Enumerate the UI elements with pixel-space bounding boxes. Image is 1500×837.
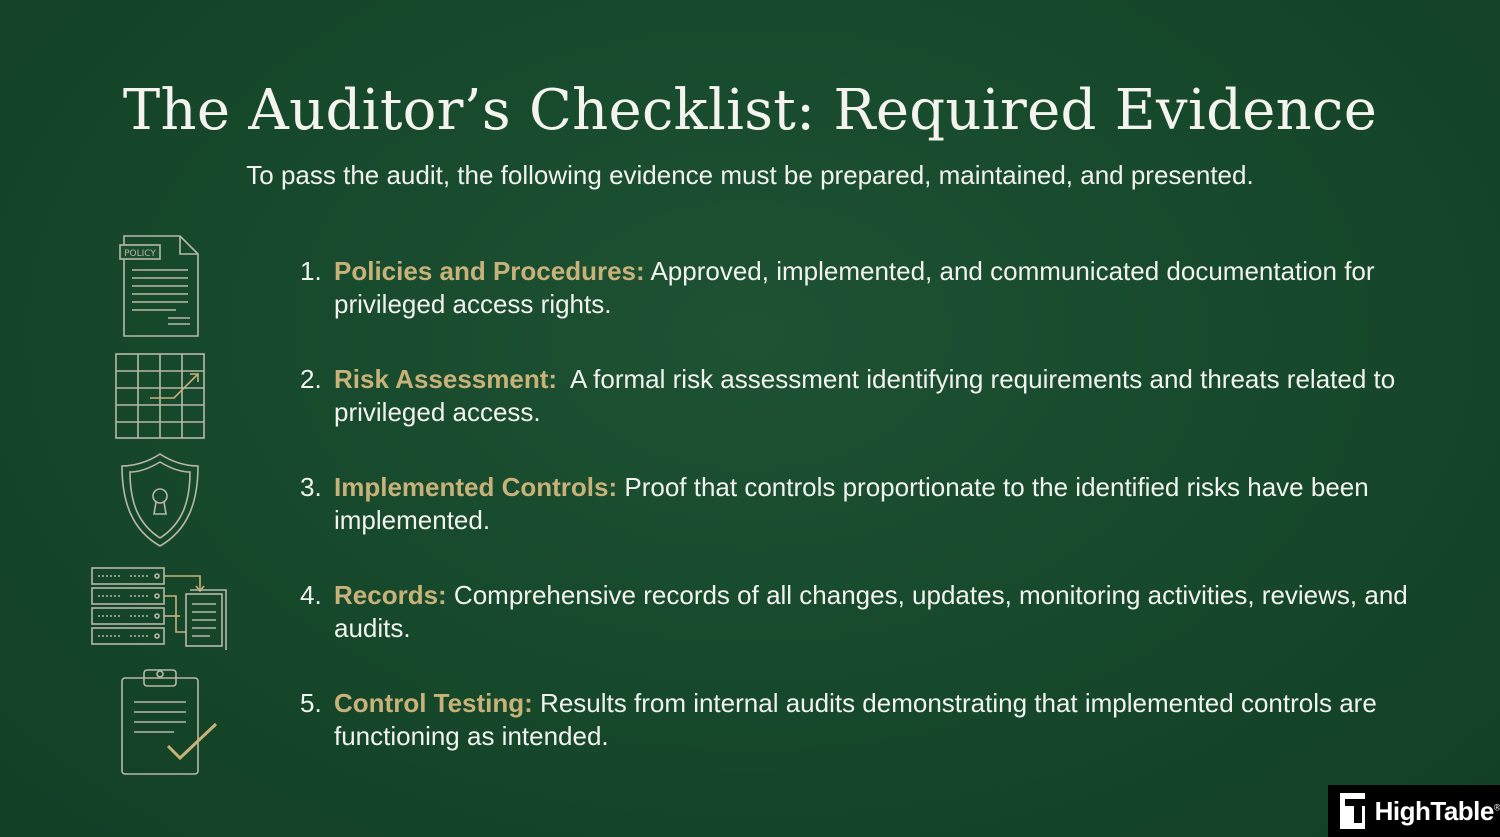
item-label: Implemented Controls:: [334, 472, 618, 502]
policy-document-icon: [118, 234, 202, 338]
item-text: Results from internal audits demonstrating that implemented controls are functioning as intended.: [334, 688, 1377, 751]
item-number: 2.: [300, 364, 322, 394]
hightable-logo[interactable]: [1328, 785, 1500, 837]
server-records-icon: [90, 566, 230, 654]
item-text: Approved, implemented, and communicated documentation for privileged access rights.: [334, 256, 1375, 319]
item-label: Control Testing:: [334, 688, 533, 718]
item-number: 1.: [300, 256, 322, 286]
list-item: [300, 471, 1430, 537]
item-text: Proof that controls proportionate to the identified risks have been implemented.: [334, 472, 1369, 535]
clipboard-check-icon: [118, 666, 222, 778]
page-title: The Auditor’s Checklist: Required Evidence: [122, 78, 1378, 143]
shield-keyhole-icon: [118, 452, 202, 548]
item-text: Comprehensive records of all changes, updates, monitoring activities, reviews, and audits.: [334, 580, 1408, 643]
item-body: [334, 255, 1430, 321]
page-subtitle: To pass the audit, the following evidence must be prepared, maintained, and presented.: [246, 160, 1254, 190]
list-item: [300, 579, 1430, 645]
item-body: [334, 471, 1430, 537]
list-item: [300, 687, 1430, 753]
item-text: A formal risk assessment identifying requirements and threats related to privileged access.: [334, 364, 1403, 427]
item-number: 3.: [300, 472, 322, 502]
spreadsheet-trend-icon: [114, 352, 206, 440]
item-number: 4.: [300, 580, 322, 610]
item-body: [334, 363, 1430, 429]
list-item: [300, 255, 1430, 321]
item-label: Records:: [334, 580, 447, 610]
item-body: [334, 579, 1430, 645]
logo-text: HighTable®: [1374, 795, 1500, 826]
item-label: Policies and Procedures:: [334, 256, 645, 286]
policy-icon-text: POLICY: [124, 249, 156, 259]
hightable-logo-mark-icon: [1340, 793, 1365, 829]
list-item: [300, 363, 1430, 429]
item-number: 5.: [300, 688, 322, 718]
item-label: Risk Assessment:: [334, 364, 558, 394]
item-body: [334, 687, 1430, 753]
